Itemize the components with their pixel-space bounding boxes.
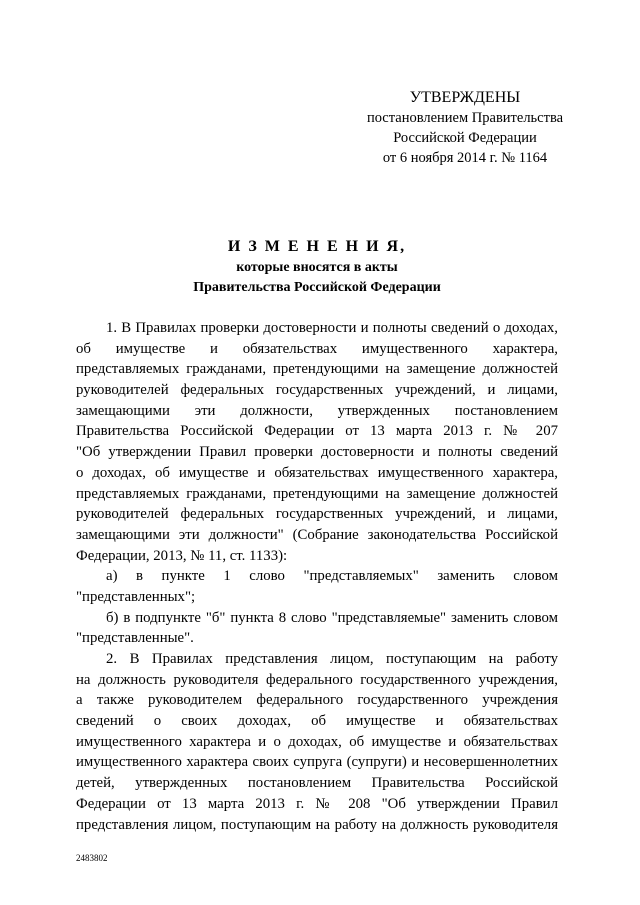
body-line: Федерации от 13 марта 2013 г. № 208 "Об утверждении Правил	[76, 795, 558, 812]
document-heading	[76, 236, 558, 298]
body-line: Федерации, 2013, № 11, ст. 1133):	[76, 547, 288, 564]
body-line: "Об утверждении Правил проверки достоверности и полноты сведений	[76, 444, 558, 461]
document-title: И З М Е Н Е Н И Я,	[227, 238, 407, 255]
body-line: а) в пункте 1 слово "представляемых" заменить словом	[106, 568, 558, 585]
body-line: "представленные".	[76, 630, 194, 647]
body-line: имущественного характера своих супруга (супруги) и несовершеннолетних	[76, 754, 558, 771]
approval-block	[330, 88, 600, 168]
approval-line: постановлением Правительства	[366, 110, 564, 126]
body-line: 2. В Правилах представления лицом, поступающим на работу	[106, 651, 558, 667]
body-line: об имуществе и обязательствах имущественного характера,	[76, 340, 558, 357]
body-line: "представленных";	[76, 588, 196, 605]
body-line: детей, утвержденных постановлением Правительства Российской	[76, 775, 558, 792]
body-line: Правительства Российской Федерации от 13 марта 2013 г. № 207	[76, 423, 558, 440]
body-line: б) в подпункте "б" пункта 8 слово "представляемые" заменить словом	[106, 609, 558, 626]
approval-line: от 6 ноября 2014 г. № 1164	[382, 150, 548, 166]
document-subtitle: Правительства Российской Федерации	[193, 280, 441, 295]
body-line: имущественного характера и о доходах, об имуществе и обязательствах	[76, 733, 558, 750]
body-line: о доходах, об имуществе и обязательствах имущественного характера,	[76, 464, 558, 481]
body-line: на должность руководителя федерального государственного учреждения,	[76, 671, 558, 688]
body-line: а также руководителем федерального государственного учреждения	[76, 692, 558, 709]
body-line: 1. В Правилах проверки достоверности и полноты сведений о доходах,	[106, 320, 558, 336]
body-line: руководителей федеральных государственных учреждений, и лицами,	[76, 506, 558, 523]
body-line: замещающими эти должности" (Собрание законодательства Российской	[76, 526, 558, 543]
body-line: представляемых гражданами, претендующими на замещение должностей	[76, 361, 558, 378]
body-line: представляемых гражданами, претендующими на замещение должностей	[76, 485, 558, 502]
document-subtitle: которые вносятся в акты	[236, 260, 398, 275]
body-line: представления лицом, поступающим на работу на должность руководителя	[76, 816, 558, 833]
body-line: руководителей федеральных государственных учреждений, и лицами,	[76, 382, 558, 399]
approval-title: УТВЕРЖДЕНЫ	[409, 89, 521, 106]
approval-line: Российской Федерации	[393, 130, 537, 146]
body-line: сведений о своих доходах, об имуществе и обязательствах	[76, 713, 558, 730]
document-code: 2483802	[76, 853, 108, 863]
document-body	[76, 318, 558, 835]
body-line: замещающими эти должности, утвержденных постановлением	[76, 402, 558, 419]
